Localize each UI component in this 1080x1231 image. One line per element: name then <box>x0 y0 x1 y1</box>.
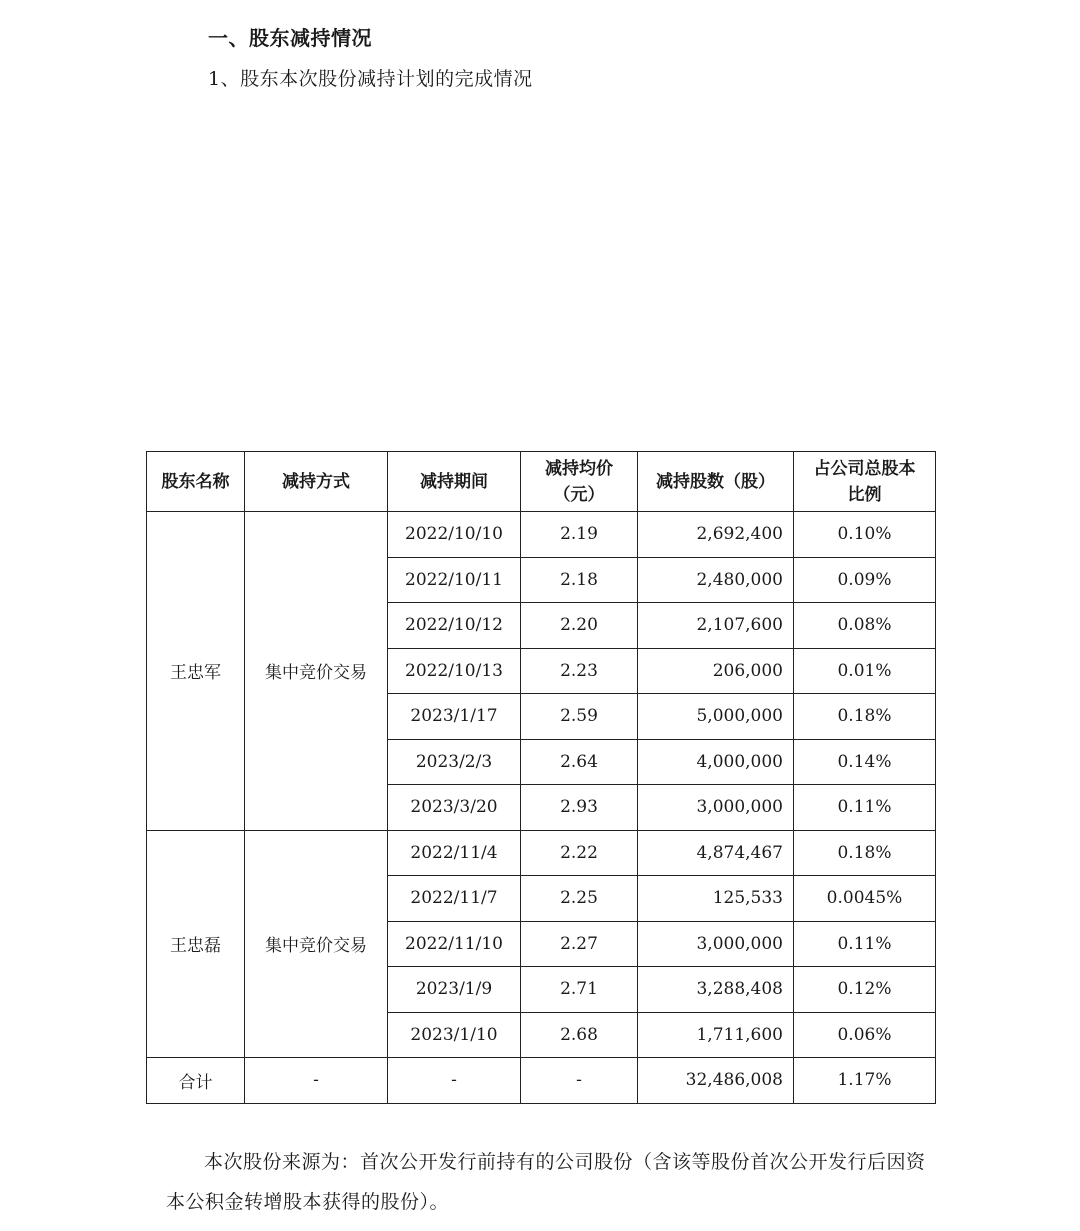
avg-price-cell: 2.23 <box>521 648 638 694</box>
avg-price-cell: 2.22 <box>521 830 638 876</box>
ratio-cell: 0.01% <box>794 648 936 694</box>
ratio-cell: 0.18% <box>794 694 936 740</box>
period-cell: 2023/1/9 <box>388 967 521 1013</box>
header-shareholder: 股东名称 <box>147 452 245 512</box>
period-cell: 2022/11/7 <box>388 876 521 922</box>
section-heading: 一、股东减持情况 <box>208 26 372 50</box>
table-header-row <box>147 452 936 512</box>
period-cell: 2022/10/11 <box>388 557 521 603</box>
shares-cell: 2,692,400 <box>638 512 794 558</box>
avg-price-cell: 2.68 <box>521 1012 638 1058</box>
shares-cell: 2,480,000 <box>638 557 794 603</box>
period-cell: 2023/1/17 <box>388 694 521 740</box>
header-ratio-line1: 占公司总股本 <box>813 458 916 479</box>
shares-cell: 125,533 <box>638 876 794 922</box>
header-avg-price <box>521 452 638 512</box>
header-avg-price-line1: 减持均价 <box>545 458 613 479</box>
shares-cell: 3,288,408 <box>638 967 794 1013</box>
avg-price-cell: 2.64 <box>521 739 638 785</box>
total-method-cell: - <box>245 1058 388 1104</box>
ratio-cell: 0.09% <box>794 557 936 603</box>
avg-price-cell: 2.18 <box>521 557 638 603</box>
period-cell: 2023/2/3 <box>388 739 521 785</box>
footer-text: 本次股份来源为：首次公开发行前持有的公司股份（含该等股份首次公开发行后因资本公积金转增股本获得的股份）。 <box>166 1151 926 1213</box>
table-row <box>147 830 936 876</box>
ratio-cell: 0.11% <box>794 785 936 831</box>
period-cell: 2022/11/10 <box>388 921 521 967</box>
avg-price-cell: 2.19 <box>521 512 638 558</box>
shares-cell: 5,000,000 <box>638 694 794 740</box>
table-body <box>147 512 936 1104</box>
reduction-method-cell: 集中竞价交易 <box>245 512 388 831</box>
period-cell: 2022/11/4 <box>388 830 521 876</box>
period-cell: 2023/1/10 <box>388 1012 521 1058</box>
ratio-cell: 0.10% <box>794 512 936 558</box>
shares-cell: 4,000,000 <box>638 739 794 785</box>
period-cell: 2022/10/12 <box>388 603 521 649</box>
ratio-cell: 0.14% <box>794 739 936 785</box>
total-row <box>147 1058 936 1104</box>
shares-cell: 2,107,600 <box>638 603 794 649</box>
total-shares-cell: 32,486,008 <box>638 1058 794 1104</box>
avg-price-cell: 2.93 <box>521 785 638 831</box>
header-shares: 减持股数（股） <box>638 452 794 512</box>
avg-price-cell: 2.27 <box>521 921 638 967</box>
period-cell: 2023/3/20 <box>388 785 521 831</box>
table-row <box>147 512 936 558</box>
ratio-cell: 0.18% <box>794 830 936 876</box>
header-ratio-line2: 比例 <box>847 484 882 505</box>
avg-price-cell: 2.20 <box>521 603 638 649</box>
shares-cell: 4,874,467 <box>638 830 794 876</box>
ratio-cell: 0.12% <box>794 967 936 1013</box>
avg-price-cell: 2.25 <box>521 876 638 922</box>
total-period-cell: - <box>388 1058 521 1104</box>
ratio-cell: 0.11% <box>794 921 936 967</box>
total-label-cell: 合计 <box>147 1058 245 1104</box>
shares-cell: 3,000,000 <box>638 785 794 831</box>
reduction-table <box>146 451 936 1104</box>
total-ratio-cell: 1.17% <box>794 1058 936 1104</box>
ratio-cell: 0.0045% <box>794 876 936 922</box>
shareholder-name-cell: 王忠军 <box>147 512 245 831</box>
period-cell: 2022/10/13 <box>388 648 521 694</box>
total-price-cell: - <box>521 1058 638 1104</box>
header-avg-price-line2: （元） <box>553 484 605 505</box>
footer-note <box>166 1142 926 1222</box>
reduction-method-cell: 集中竞价交易 <box>245 830 388 1058</box>
section-subheading: 1、股东本次股份减持计划的完成情况 <box>208 68 533 90</box>
header-ratio <box>794 452 936 512</box>
header-period: 减持期间 <box>388 452 521 512</box>
ratio-cell: 0.06% <box>794 1012 936 1058</box>
shares-cell: 1,711,600 <box>638 1012 794 1058</box>
shares-cell: 206,000 <box>638 648 794 694</box>
shares-cell: 3,000,000 <box>638 921 794 967</box>
shareholder-name-cell: 王忠磊 <box>147 830 245 1058</box>
header-method: 减持方式 <box>245 452 388 512</box>
ratio-cell: 0.08% <box>794 603 936 649</box>
avg-price-cell: 2.71 <box>521 967 638 1013</box>
period-cell: 2022/10/10 <box>388 512 521 558</box>
avg-price-cell: 2.59 <box>521 694 638 740</box>
